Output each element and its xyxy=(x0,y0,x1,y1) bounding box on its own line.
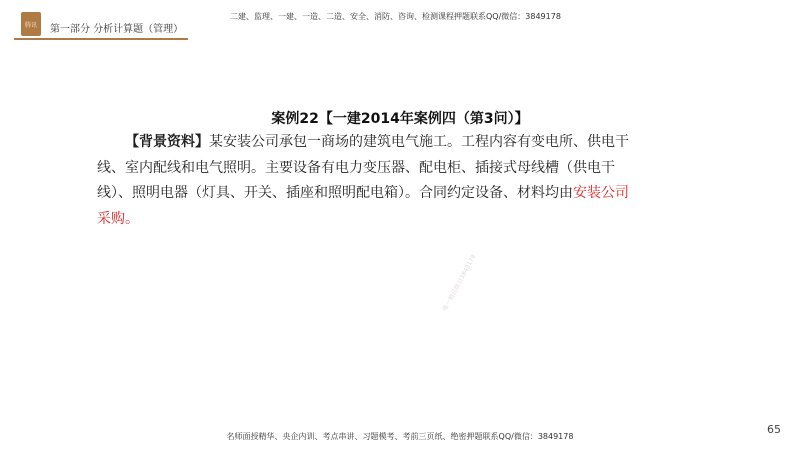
case-title: 案例22【一建2014年案例四（第3问）】 xyxy=(271,111,529,127)
watermark: 唯一精品微信3849178 xyxy=(441,253,478,313)
logo: 腾讯 xyxy=(21,12,41,36)
footer-ad-text: 名师面授精华、央企内训、考点串讲、习题模考、考前三页纸、绝密押题联系QQ/微信：3849178 xyxy=(226,432,574,441)
header-ad-text: 二建、监理、一建、一造、二造、安全、消防、咨询、检测课程押题联系QQ/微信：3849178 xyxy=(230,12,561,21)
background-body: 某安装公司承包一商场的建筑电气施工。工程内容有变电所、供电干线、室内配线和电气照明。主要设备有电力变压器、配电柜、插接式母线槽（供电干线）、照明电器（灯具、开关、插座和照明配电箱）。合同约定设备、材料均由 xyxy=(97,134,629,201)
page-number: 65 xyxy=(767,423,781,436)
header-divider xyxy=(14,38,188,40)
background-paragraph xyxy=(97,130,641,232)
background-label: 【背景资料】 xyxy=(125,134,209,150)
section-title: 第一部分 分析计算题（管理） xyxy=(50,24,184,35)
highlighted-text: 安装公司采购。 xyxy=(97,185,629,227)
